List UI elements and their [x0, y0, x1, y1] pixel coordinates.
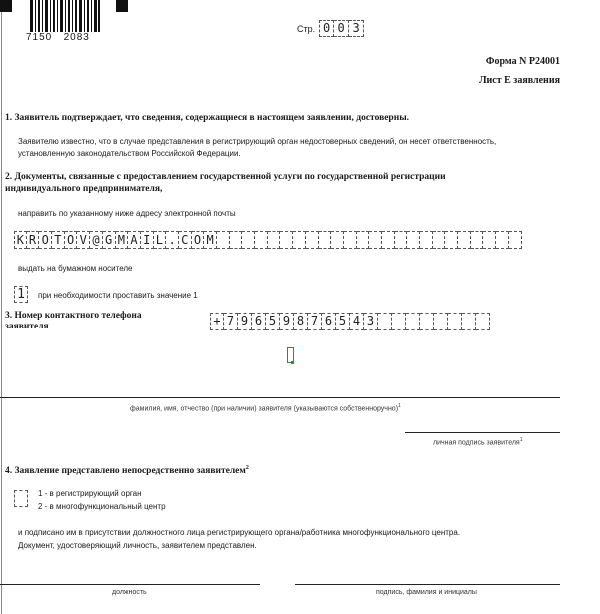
- phone-char-cell: [378, 313, 392, 330]
- section3-title-line1: 3. Номер контактного телефона: [5, 311, 142, 321]
- phone-char-cell: [462, 313, 476, 330]
- section1-text-line2: установленную законодательством Российской Федерации.: [18, 149, 241, 158]
- position-line: [0, 584, 260, 585]
- email-char-cell: [268, 231, 281, 249]
- email-char-cell: [293, 231, 306, 249]
- email-char-cell: [306, 231, 319, 249]
- section4-title: [5, 465, 249, 476]
- email-char-cell: [230, 231, 243, 249]
- email-char-cell: [509, 231, 522, 249]
- barcode-icon: [30, 0, 100, 32]
- phone-char-cell: 3: [364, 313, 378, 330]
- page-digit: 0: [319, 20, 334, 37]
- paper-label: выдать на бумажном носителе: [18, 264, 133, 273]
- email-char-cell: L: [154, 231, 167, 249]
- page-number-block: [297, 20, 364, 37]
- email-char-cell: [407, 231, 420, 249]
- email-char-cell: V: [77, 231, 90, 249]
- email-cells[interactable]: [14, 231, 522, 249]
- form-name: Форма N Р24001: [485, 56, 560, 67]
- phone-char-cell: 9: [238, 313, 252, 330]
- phone-char-cell: 6: [252, 313, 266, 330]
- phone-char-cell: [420, 313, 434, 330]
- signature-caption-text: личная подпись заявителя: [433, 439, 520, 447]
- email-char-cell: I: [141, 231, 154, 249]
- corner-mark-right: [116, 0, 128, 12]
- email-char-cell: [217, 231, 230, 249]
- email-char-cell: [471, 231, 484, 249]
- email-char-cell: [255, 231, 268, 249]
- email-label: направить по указанному ниже адресу электронной почты: [18, 209, 236, 218]
- email-char-cell: [369, 231, 382, 249]
- email-char-cell: [280, 231, 293, 249]
- email-char-cell: O: [65, 231, 78, 249]
- email-char-cell: [319, 231, 332, 249]
- phone-char-cell: [392, 313, 406, 330]
- option2: 2 - в многофункциональный центр: [38, 502, 166, 511]
- phone-char-cell: +: [210, 313, 224, 330]
- email-char-cell: [242, 231, 255, 249]
- phone-char-cell: 8: [294, 313, 308, 330]
- signature-caption-sup: 1: [519, 437, 523, 443]
- email-char-cell: K: [14, 231, 27, 249]
- signature-line: [405, 432, 560, 433]
- phone-char-cell: [448, 313, 462, 330]
- phone-char-cell: [406, 313, 420, 330]
- email-char-cell: M: [204, 231, 217, 249]
- email-char-cell: R: [27, 231, 40, 249]
- paper-value-cell[interactable]: 1: [14, 286, 28, 303]
- phone-char-cell: 5: [266, 313, 280, 330]
- page-number-cells: [319, 20, 364, 37]
- left-margin-line: [1, 0, 2, 614]
- email-char-cell: [496, 231, 509, 249]
- phone-char-cell: 7: [308, 313, 322, 330]
- email-char-cell: [357, 231, 370, 249]
- official-signature-line: [295, 584, 560, 585]
- section2-title-line1: 2. Документы, связанные с предоставлением государственной услуги по государственной регистрации: [5, 172, 446, 182]
- email-char-cell: [395, 231, 408, 249]
- position-caption: должность: [112, 589, 147, 596]
- section4-title-text: 4. Заявление представлено непосредственно заявителем: [5, 466, 246, 477]
- email-char-cell: [458, 231, 471, 249]
- email-char-cell: .: [166, 231, 179, 249]
- phone-char-cell: 7: [224, 313, 238, 330]
- paper-hint: при необходимости проставить значение 1: [38, 291, 198, 300]
- page-digit: 0: [334, 20, 349, 37]
- name-caption: [130, 403, 401, 412]
- corner-mark-left: [0, 0, 12, 12]
- section4-title-sup: 2: [245, 465, 249, 471]
- barcode: [30, 0, 100, 32]
- email-char-cell: T: [52, 231, 65, 249]
- barcode-number: [26, 32, 90, 43]
- name-caption-sup: 1: [398, 403, 401, 409]
- email-char-cell: [331, 231, 344, 249]
- email-char-cell: G: [103, 231, 116, 249]
- email-char-cell: [420, 231, 433, 249]
- email-char-cell: [445, 231, 458, 249]
- section2-title-line2: индивидуального предпринимателя,: [5, 184, 163, 194]
- page-digit: 3: [349, 20, 364, 37]
- official-signature-caption: подпись, фамилия и инициалы: [376, 589, 477, 596]
- page-label: Стр.: [297, 23, 316, 34]
- phone-char-cell: 5: [336, 313, 350, 330]
- email-char-cell: [382, 231, 395, 249]
- email-char-cell: C: [179, 231, 192, 249]
- phone-cells[interactable]: [210, 313, 490, 330]
- barcode-number-left: 7150: [26, 32, 53, 43]
- barcode-number-right: 2083: [63, 32, 90, 43]
- sheet-title: Лист Е заявления: [479, 75, 560, 86]
- name-line: [0, 397, 560, 398]
- email-char-cell: M: [116, 231, 129, 249]
- option1: 1 - в регистрирующий орган: [38, 489, 142, 498]
- email-char-cell: [344, 231, 357, 249]
- phone-char-cell: 9: [280, 313, 294, 330]
- section4-text-line2: Документ, удостоверяющий личность, заявителем представлен.: [18, 541, 257, 550]
- phone-char-cell: 4: [350, 313, 364, 330]
- text-cursor-mark: [291, 361, 294, 364]
- signature-caption: [433, 437, 523, 446]
- email-char-cell: [483, 231, 496, 249]
- name-caption-text: фамилия, имя, отчество (при наличии) заявителя (указываются собственноручно): [130, 405, 399, 413]
- section1-text-line1: Заявителю известно, что в случае представления в регистрирующий орган недостоверных сведений, он несет ответственность,: [18, 137, 497, 146]
- email-char-cell: O: [192, 231, 205, 249]
- phone-char-cell: [476, 313, 490, 330]
- phone-char-cell: [434, 313, 448, 330]
- section4-text-line1: и подписано им в присутствии должностного лица регистрирующего органа/работника многофункционального центра.: [18, 528, 461, 537]
- email-char-cell: [433, 231, 446, 249]
- email-char-cell: O: [39, 231, 52, 249]
- email-char-cell: @: [90, 231, 103, 249]
- section1-title: 1. Заявитель подтверждает, что сведения, содержащиеся в настоящем заявлении, достоверны.: [5, 113, 409, 123]
- section3-title-line2: заявителя: [5, 322, 49, 328]
- submission-option-cell[interactable]: [14, 490, 28, 507]
- phone-char-cell: 6: [322, 313, 336, 330]
- email-char-cell: A: [128, 231, 141, 249]
